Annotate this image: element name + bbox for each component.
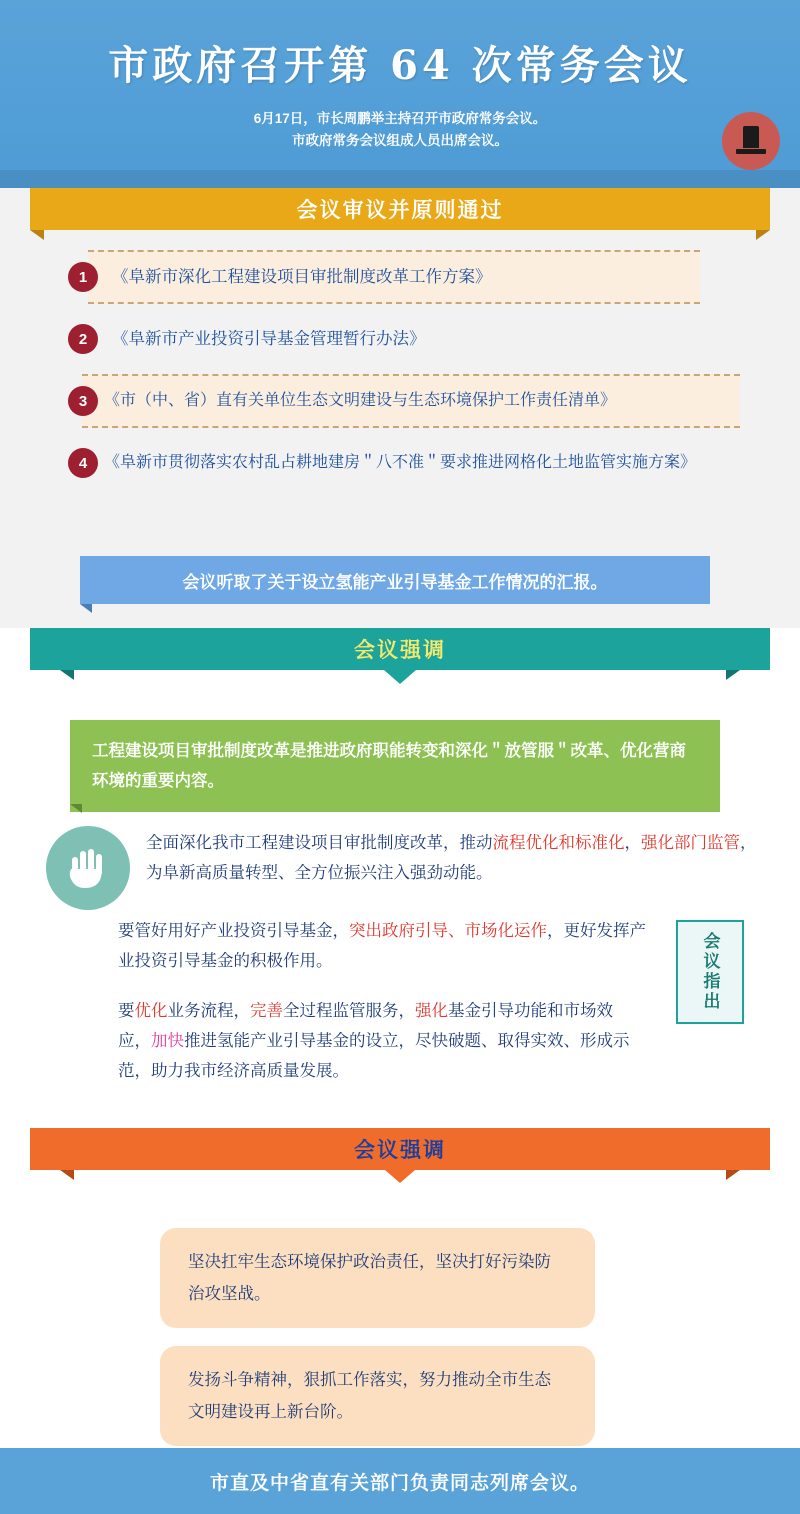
item-number: 4	[68, 448, 98, 478]
page-title: 市政府召开第 64 次常务会议	[108, 42, 692, 89]
section-emphasis-two	[0, 1128, 800, 1448]
header-subtitle-line2: 市政府常务会议组成人员出席会议。	[292, 133, 508, 148]
section-reviewed-items	[0, 188, 800, 628]
item-label: 《市（中、省）直有关单位生态文明建设与生态环境保护工作责任清单》	[104, 392, 617, 409]
emphasis-paragraph-2	[118, 916, 658, 976]
header-subtitle-line1: 6月17日，市长周鹏举主持召开市政府常务会议。	[253, 111, 547, 126]
section-emphasis-one	[0, 628, 800, 1128]
seal-stamp-icon	[722, 112, 780, 170]
ribbon-tail-right	[756, 230, 770, 240]
reviewed-item-list	[0, 246, 800, 494]
p3-highlight-1: 优化	[134, 1002, 168, 1020]
p2-text-b: ，更好发挥产业投资引导基金的积极作用。	[118, 922, 646, 970]
item-number: 2	[68, 324, 98, 354]
item-label: 《阜新市贯彻落实农村乱占耕地建房＂八不准＂要求推进网格化土地监管实施方案》	[104, 454, 697, 471]
item-label: 《阜新市产业投资引导基金管理暂行办法》	[112, 330, 426, 348]
p1-text-a: 全面深化我市工程建设项目审批制度改革，推动	[146, 834, 493, 852]
p2-text-a: 要管好用好产业投资引导基金，	[118, 922, 349, 940]
p3-text-a: 要	[118, 1002, 135, 1020]
section1-ribbon	[30, 188, 770, 230]
p1-highlight-1: 流程优化和标准化	[492, 834, 625, 852]
ribbon-tail-right	[726, 1170, 740, 1180]
stamp-glyph	[743, 126, 759, 148]
p1-text-b: ，	[624, 834, 641, 852]
report-note: 会议听取了关于设立氢能产业引导基金工作情况的汇报。	[80, 556, 710, 604]
report-note-tail	[80, 604, 92, 613]
p2-highlight-1: 突出政府引导、市场化运作	[349, 922, 547, 940]
list-item	[0, 246, 800, 308]
side-badge-label: 会议指出	[700, 932, 720, 1012]
p3-text-b: 业务流程，	[167, 1002, 250, 1020]
ribbon-tail-right	[726, 670, 740, 680]
p3-highlight-4: 加快	[151, 1032, 184, 1050]
section3-ribbon-label: 会议强调	[30, 1128, 770, 1170]
section1-ribbon-label: 会议审议并原则通过	[30, 188, 770, 230]
p3-text-d: 基金引导功能和市场效应，	[118, 1002, 613, 1050]
list-item	[0, 370, 800, 432]
ribbon-arrow	[385, 1170, 415, 1183]
emphasis-box: 发扬斗争精神，狠抓工作落实，努力推动全市生态文明建设再上新台阶。	[160, 1346, 595, 1446]
list-item	[0, 432, 800, 494]
ribbon-tail-left	[30, 230, 44, 240]
p3-highlight-3: 强化	[415, 1002, 448, 1020]
hand-palm-icon	[46, 826, 130, 910]
header-divider	[0, 170, 800, 188]
item-number: 1	[68, 262, 98, 292]
emphasis-box: 坚决扛牢生态环境保护政治责任，坚决打好污染防治攻坚战。	[160, 1228, 595, 1328]
p1-highlight-2: 强化部门监管	[641, 834, 740, 852]
item-label: 《阜新市深化工程建设项目审批制度改革工作方案》	[112, 268, 492, 286]
emphasis-paragraph-3	[118, 996, 643, 1086]
ribbon-tail-left	[60, 1170, 74, 1180]
section2-ribbon-label: 会议强调	[30, 628, 770, 670]
green-box-tail	[70, 804, 82, 813]
p3-text-e: 推进氢能产业引导基金的设立，尽快破题、取得实效、形成示范，助力我市经济高质量发展。	[118, 1032, 630, 1080]
p3-highlight-2: 完善	[250, 1002, 283, 1020]
page-header	[0, 0, 800, 170]
header-subtitle	[0, 108, 800, 152]
emphasis-green-box: 工程建设项目审批制度改革是推进政府职能转变和深化＂放管服＂改革、优化营商环境的重要内容。	[70, 720, 720, 812]
ribbon-tail-left	[60, 670, 74, 680]
p3-text-c: 全过程监管服务，	[283, 1002, 415, 1020]
p1-text-c: ，为阜新高质量转型、全方位振兴注入强劲动能。	[146, 834, 757, 882]
side-badge-meeting-points	[676, 920, 744, 1024]
page-footer: 市直及中省直有关部门负责同志列席会议。	[0, 1448, 800, 1514]
item-number: 3	[68, 386, 98, 416]
emphasis-paragraph-1	[146, 828, 766, 888]
ribbon-arrow	[384, 670, 416, 684]
list-item	[0, 308, 800, 370]
